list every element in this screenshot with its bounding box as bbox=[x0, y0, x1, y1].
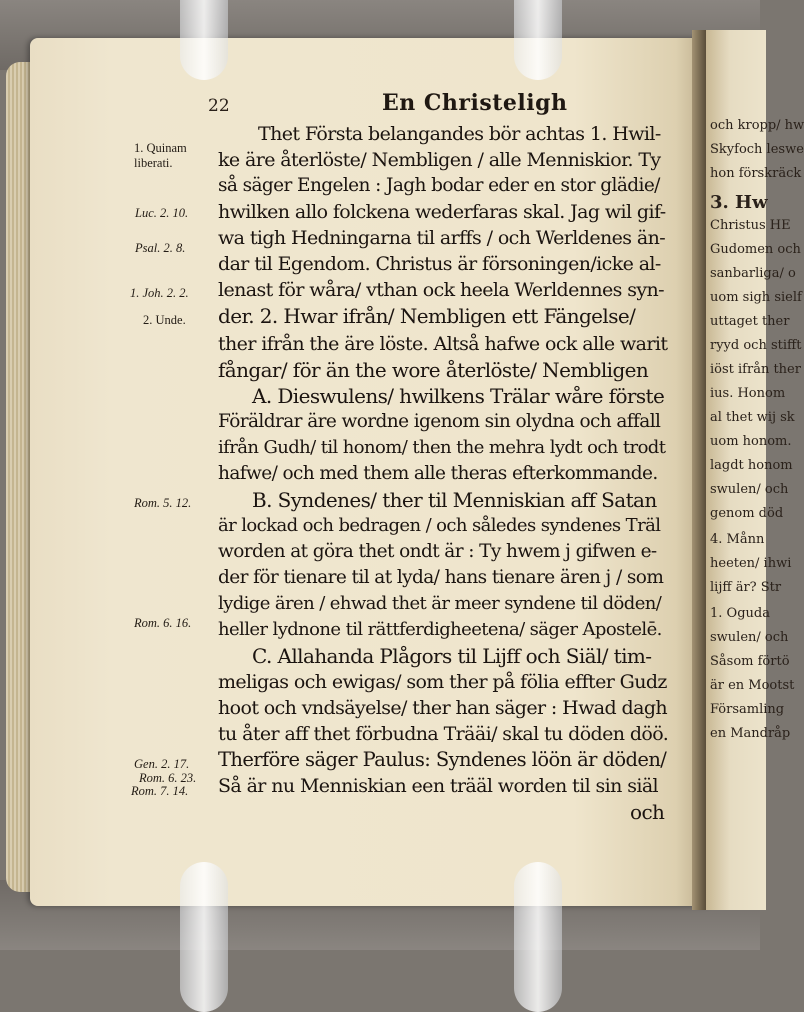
facing-line: iöst ifrån ther bbox=[710, 362, 801, 377]
facing-line: hon förskräck bbox=[710, 166, 802, 181]
body-line: lydige ären / ehwad thet är meer syndene til döden/ bbox=[218, 593, 662, 614]
margin-note: liberati. bbox=[134, 156, 173, 170]
body-line: Så är nu Menniskian een trääl worden til sin siäl bbox=[218, 775, 659, 797]
body-line: är lockad och bedragen / och således syndenes Träl bbox=[218, 515, 661, 536]
body-line: hafwe/ och med them alle theras efterkommande. bbox=[218, 463, 658, 484]
margin-note: 2. Unde. bbox=[143, 313, 186, 327]
body-line: wa tigh Hedningarna til arffs / och Werldenes än- bbox=[218, 227, 666, 249]
body-line: så säger Engelen : Jagh bodar eder en stor glädie/ bbox=[218, 175, 660, 196]
body-line: lenast för wåra/ vthan ock heela Werldennes syn- bbox=[218, 279, 664, 301]
facing-line: ius. Honom bbox=[710, 386, 786, 401]
facing-line: uom sigh sielf bbox=[710, 290, 802, 305]
body-line: fångar/ för än the wore återlöste/ Nembligen bbox=[218, 358, 649, 382]
margin-note: Luc. 2. 10. bbox=[135, 206, 189, 220]
body-line: ke äre återlöste/ Nembligen / alle Menniskior. Ty bbox=[218, 149, 661, 171]
facing-line: Församling bbox=[710, 702, 785, 717]
facing-line: lijff är? Str bbox=[710, 580, 782, 595]
facing-line: lagdt honom bbox=[710, 458, 793, 473]
margin-note: 1. Joh. 2. 2. bbox=[130, 286, 189, 300]
body-line: heller lydnone til rättferdigheetena/ säger Apostelē. bbox=[218, 619, 662, 640]
facing-line: är en Mootst bbox=[710, 678, 795, 693]
body-line: meligas och ewigas/ som ther på fölia effter Gudz bbox=[218, 671, 667, 693]
catchword: och bbox=[630, 800, 665, 824]
facing-line: Gudomen och bbox=[710, 242, 801, 257]
facing-line: swulen/ och bbox=[710, 630, 789, 645]
facing-line: uom honom. bbox=[710, 434, 792, 449]
body-line: worden at göra thet ondt är : Ty hwem j gifwen e- bbox=[218, 541, 657, 562]
facing-line: 1. Oguda bbox=[710, 606, 770, 621]
body-line: hwilken allo folckena wederfaras skal. Jag wil gif- bbox=[218, 201, 666, 223]
body-line: B. Syndenes/ ther til Menniskian aff Satan bbox=[252, 488, 657, 512]
facing-line: Christus HE bbox=[710, 218, 791, 233]
running-head: En Christeligh bbox=[382, 90, 568, 116]
body-line: Therföre säger Paulus: Syndenes löön är döden/ bbox=[218, 748, 667, 771]
body-line-emphasis: der. 2. Hwar ifrån/ Nembligen ett Fängelse/ bbox=[218, 304, 636, 328]
facing-page bbox=[706, 30, 804, 910]
facing-line: Skyfoch leswe bbox=[710, 142, 804, 157]
margin-note: Psal. 2. 8. bbox=[135, 241, 186, 255]
body-line: hoot och vndsäyelse/ ther han säger : Hwad dagh bbox=[218, 697, 668, 719]
body-line: ifrån Gudh/ til honom/ then the mehra lydt och trodt bbox=[218, 437, 666, 458]
page-number: 22 bbox=[208, 96, 230, 116]
facing-line: ryyd och stifft bbox=[710, 338, 802, 353]
facing-line: en Mandråp bbox=[710, 726, 791, 741]
facing-line: 3. Hw bbox=[710, 192, 768, 213]
facing-line: sanbarliga/ o bbox=[710, 266, 796, 281]
book-clip bbox=[180, 862, 228, 1012]
facing-line: uttaget ther bbox=[710, 314, 790, 329]
facing-line: genom död bbox=[710, 506, 784, 521]
margin-note: 1. Quinam bbox=[134, 141, 187, 155]
margin-note: Rom. 6. 23. bbox=[139, 771, 197, 785]
facing-line: Såsom förtö bbox=[710, 654, 790, 669]
margin-note: Rom. 5. 12. bbox=[134, 496, 192, 510]
book-clip bbox=[514, 862, 562, 1012]
book-clip bbox=[180, 0, 228, 80]
margin-note: Rom. 7. 14. bbox=[131, 784, 189, 798]
body-line: Föräldrar äre wordne igenom sin olydna och affall bbox=[218, 411, 661, 432]
facing-line: 4. Månn bbox=[710, 532, 765, 547]
margin-note: Gen. 2. 17. bbox=[134, 757, 190, 771]
facing-line: och kropp/ hw bbox=[710, 118, 804, 133]
body-line: der för tienare til at lyda/ hans tienare ären j / som bbox=[218, 567, 664, 588]
body-line: tu åter aff thet förbudna Trääi/ skal tu döden döö. bbox=[218, 723, 669, 745]
book-clip bbox=[514, 0, 562, 80]
facing-line: swulen/ och bbox=[710, 482, 789, 497]
body-line: C. Allahanda Plågors til Lijff och Siäl/ tim- bbox=[252, 644, 652, 668]
body-line: A. Dieswulens/ hwilkens Trälar wåre förste bbox=[252, 384, 665, 408]
body-line: ther ifrån the äre löste. Altså hafwe ock alle warit bbox=[218, 333, 668, 355]
body-line: Thet Första belangandes bör achtas 1. Hwil- bbox=[258, 123, 661, 145]
body-line: dar til Egendom. Christus är försoningen/icke al- bbox=[218, 253, 661, 275]
facing-line: al thet wij sk bbox=[710, 410, 795, 425]
facing-line: heeten/ ihwi bbox=[710, 556, 792, 571]
margin-note: Rom. 6. 16. bbox=[134, 616, 192, 630]
